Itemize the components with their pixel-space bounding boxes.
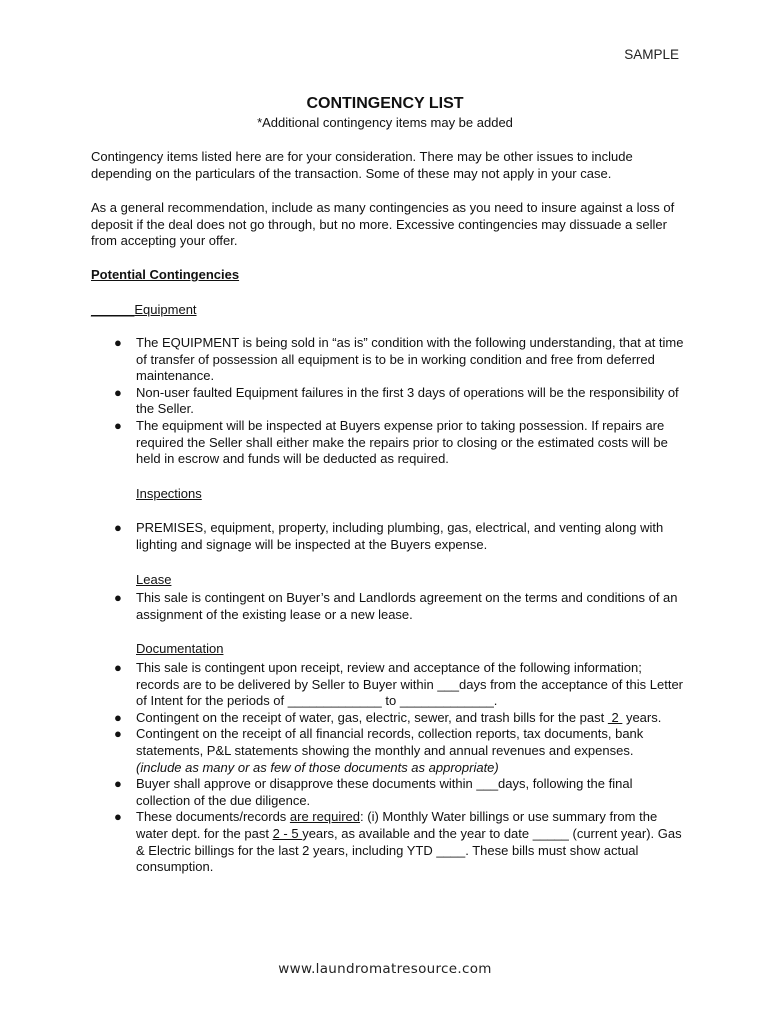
intro-paragraph-1: Contingency items listed here are for your consideration. There may be other issues to include depending on the particulars of the transaction. Some of these may not apply in your case.	[91, 149, 633, 181]
lease-heading: Lease	[136, 572, 172, 587]
bullet-icon: ●	[114, 384, 122, 400]
list-item: ● The equipment will be inspected at Buyers expense prior to taking possession. If repairs are required the Seller shall either make the repairs prior to closing or the estimated costs will be held in escrow and funds will be deducted as required.	[114, 417, 668, 467]
bullet-icon: ●	[114, 709, 122, 725]
bullet-icon: ●	[114, 809, 122, 825]
list-item: ● The EQUIPMENT is being sold in “as is” condition with the following understanding, that at time of transfer of possession all equipment is to be in working condition and free from deferred maintenance.	[114, 335, 684, 384]
bullet-icon: ●	[114, 776, 122, 792]
list-item: ● Contingent on the receipt of water, gas, electric, sewer, and trash bills for the past 2 years.	[114, 709, 662, 725]
bill-years-value: 2	[607, 709, 623, 725]
required-text: are required	[289, 809, 361, 825]
bullet-icon: ●	[114, 417, 122, 433]
equipment-heading: Equipment	[134, 302, 197, 317]
list-item: ● Non-user faulted Equipment failures in the first 3 days of operations will be the responsibility of the Seller.	[114, 384, 679, 417]
bullet-icon: ●	[114, 520, 122, 535]
list-item: ● PREMISES, equipment, property, including plumbing, gas, electrical, and venting along with lighting and signage will be inspected at the Buyers expense.	[114, 520, 664, 552]
equipment-heading-line	[91, 302, 197, 317]
water-years-value: 2 - 5	[272, 825, 303, 841]
footer-website: www.laundromatresource.com	[278, 961, 492, 977]
page-subtitle: *Additional contingency items may be added	[257, 115, 513, 130]
documentation-note: (include as many or as few of those documents as appropriate)	[136, 759, 499, 775]
inspections-list	[114, 520, 684, 553]
list-item: ● These documents/records are required: (i) Monthly Water billings or use summary from the water dept. for the past 2 - 5 years, as available and the year to date _____ (current year). Gas & Electric billings for the last 2 years, including YTD ____. These bills must show actual consumption.	[114, 809, 682, 875]
list-item: ● This sale is contingent upon receipt, review and acceptance of the following information; records are to be delivered by Seller to Buyer within ___days from the acceptance of this Letter of Intent for the periods of _____________ to _____________.	[114, 660, 684, 709]
list-item: ● Buyer shall approve or disapprove these documents within ___days, following the final collection of the due diligence.	[114, 776, 633, 808]
lease-list	[114, 590, 684, 623]
documentation-list	[114, 660, 684, 876]
list-item: ● Contingent on the receipt of all financial records, collection reports, tax documents, bank statements, P&L statements showing the monthly and annual revenues and expenses. (include as many or as few of those documents as appropriate)	[114, 726, 644, 775]
documentation-heading: Documentation	[136, 641, 224, 656]
bullet-icon: ●	[114, 335, 122, 350]
potential-contingencies-heading: Potential Contingencies	[91, 267, 240, 282]
bullet-icon: ●	[114, 590, 122, 605]
inspections-heading: Inspections	[136, 486, 202, 501]
sample-label: SAMPLE	[624, 47, 679, 62]
page-title: CONTINGENCY LIST	[306, 95, 464, 112]
intro-paragraph-2: As a general recommendation, include as many contingencies as you need to insure against a loss of deposit if the deal does not go through, but no more. Excessive contingencies may dissuade a seller from accepting your offer.	[91, 200, 675, 249]
bullet-icon: ●	[114, 726, 122, 742]
equipment-list	[114, 335, 684, 468]
bullet-icon: ●	[114, 660, 122, 675]
equipment-blank: ______	[91, 302, 135, 317]
list-item: ● This sale is contingent on Buyer’s and Landlords agreement on the terms and conditions of an assignment of the existing lease or a new lease.	[114, 590, 678, 622]
